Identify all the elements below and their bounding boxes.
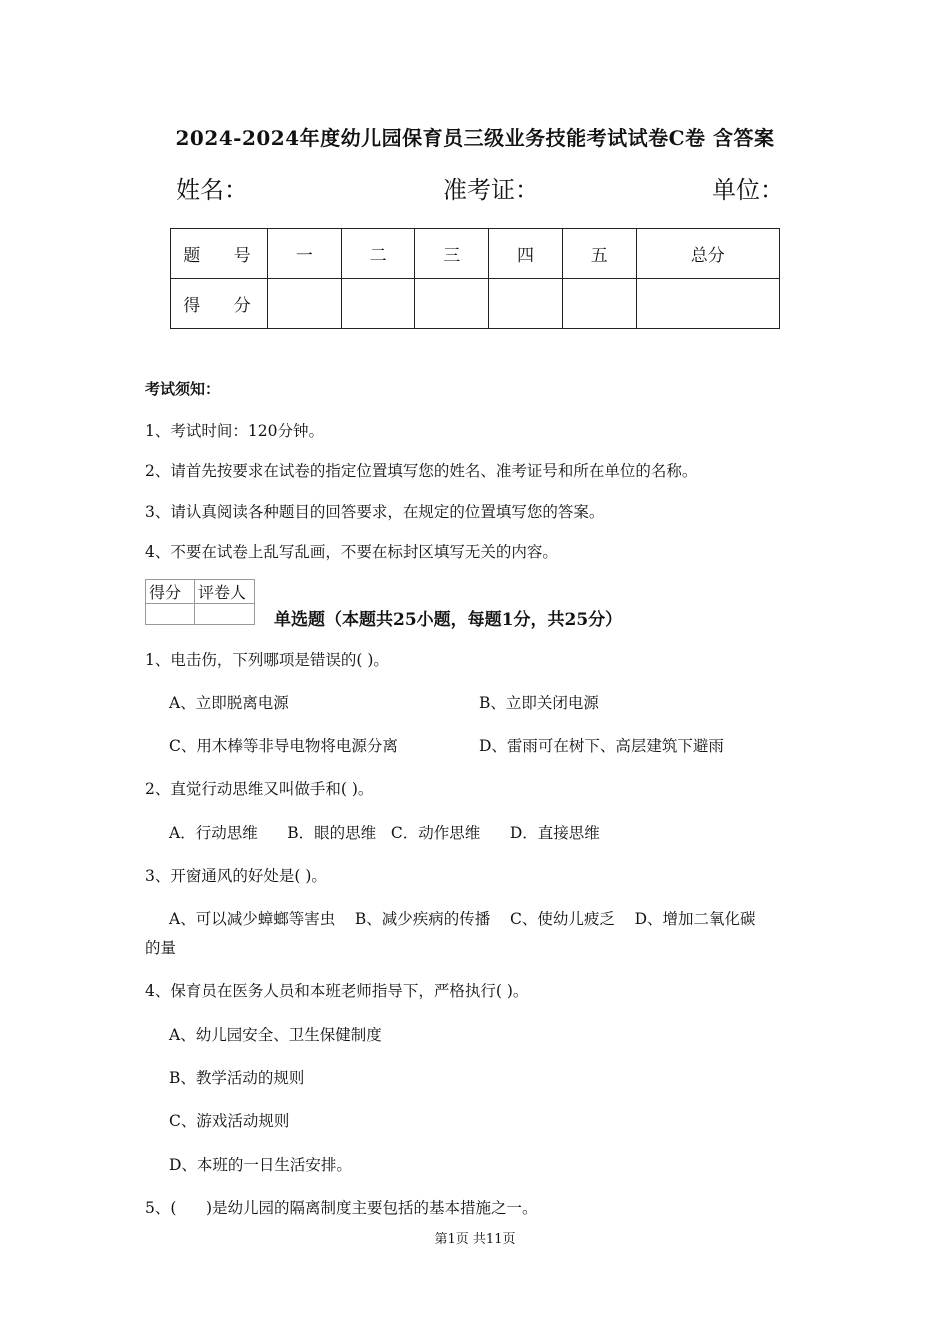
score-row-label: 得 分 <box>171 279 268 329</box>
name-label: 姓名： <box>176 176 248 204</box>
option: D、本班的一日生活安排。 <box>169 1156 352 1174</box>
score-table-cell: 四 <box>489 229 563 279</box>
option: A、立即脱离电源 <box>169 694 289 712</box>
option-row-continued: 的量 <box>145 939 177 957</box>
score-table-cell: 一 <box>268 229 342 279</box>
score-table-cell: 题 号 <box>171 229 268 279</box>
grader-score-cell[interactable] <box>146 604 195 625</box>
option-row: A、可以减少蟑螂等害虫 B、减少疾病的传播 C、使幼儿疲乏 D、增加二氧化碳 <box>169 910 756 928</box>
score-entry-cell[interactable] <box>415 279 489 329</box>
notice-item: 4、不要在试卷上乱写乱画，不要在标封区填写无关的内容。 <box>145 543 558 561</box>
notice-heading: 考试须知： <box>145 380 221 398</box>
question-stem: 4、保育员在医务人员和本班老师指导下，严格执行( )。 <box>145 982 529 1000</box>
score-table <box>170 228 780 329</box>
score-entry-cell[interactable] <box>636 279 779 329</box>
score-table-cell: 二 <box>341 229 415 279</box>
exam-title: 2024-2024年度幼儿园保育员三级业务技能考试试卷C卷 含答案 <box>175 126 775 150</box>
option: B、教学活动的规则 <box>169 1069 305 1087</box>
score-table-cell: 三 <box>415 229 489 279</box>
score-entry-cell[interactable] <box>562 279 636 329</box>
option: C、游戏活动规则 <box>169 1112 290 1130</box>
question-stem: 2、直觉行动思维又叫做手和( )。 <box>145 780 374 798</box>
grader-box <box>145 579 255 625</box>
option: D、雷雨可在树下、高层建筑下避雨 <box>479 737 724 755</box>
question-stem: 1、电击伤，下列哪项是错误的( )。 <box>145 651 389 669</box>
notice-item: 3、请认真阅读各种题目的回答要求，在规定的位置填写您的答案。 <box>145 503 605 521</box>
option: B、立即关闭电源 <box>479 694 599 712</box>
section-title: 单选题（本题共25小题，每题1分，共25分） <box>274 610 623 630</box>
unit-label: 单位： <box>712 176 784 204</box>
question-stem: 3、开窗通风的好处是( )。 <box>145 867 327 885</box>
notice-item: 2、请首先按要求在试卷的指定位置填写您的姓名、准考证号和所在单位的名称。 <box>145 462 698 480</box>
score-table-cell: 总分 <box>636 229 779 279</box>
score-table-cell: 五 <box>562 229 636 279</box>
option: C、用木棒等非导电物将电源分离 <box>169 737 398 755</box>
question-stem: 5、( )是幼儿园的隔离制度主要包括的基本措施之一。 <box>145 1199 538 1217</box>
option: A、幼儿园安全、卫生保健制度 <box>169 1026 382 1044</box>
score-entry-cell[interactable] <box>489 279 563 329</box>
option-row: A．行动思维 B．眼的思维 C．动作思维 D．直接思维 <box>169 824 600 842</box>
score-entry-cell[interactable] <box>341 279 415 329</box>
notice-item: 1、考试时间：120分钟。 <box>145 422 324 440</box>
exam-id-label: 准考证： <box>443 176 539 204</box>
score-table-score-row <box>171 279 780 329</box>
grader-reviewer-cell[interactable] <box>195 604 255 625</box>
grader-reviewer-label: 评卷人 <box>195 580 255 604</box>
score-entry-cell[interactable] <box>268 279 342 329</box>
grader-score-label: 得分 <box>146 580 195 604</box>
score-table-header-row <box>171 229 780 279</box>
page-footer: 第1页 共11页 <box>434 1232 516 1247</box>
